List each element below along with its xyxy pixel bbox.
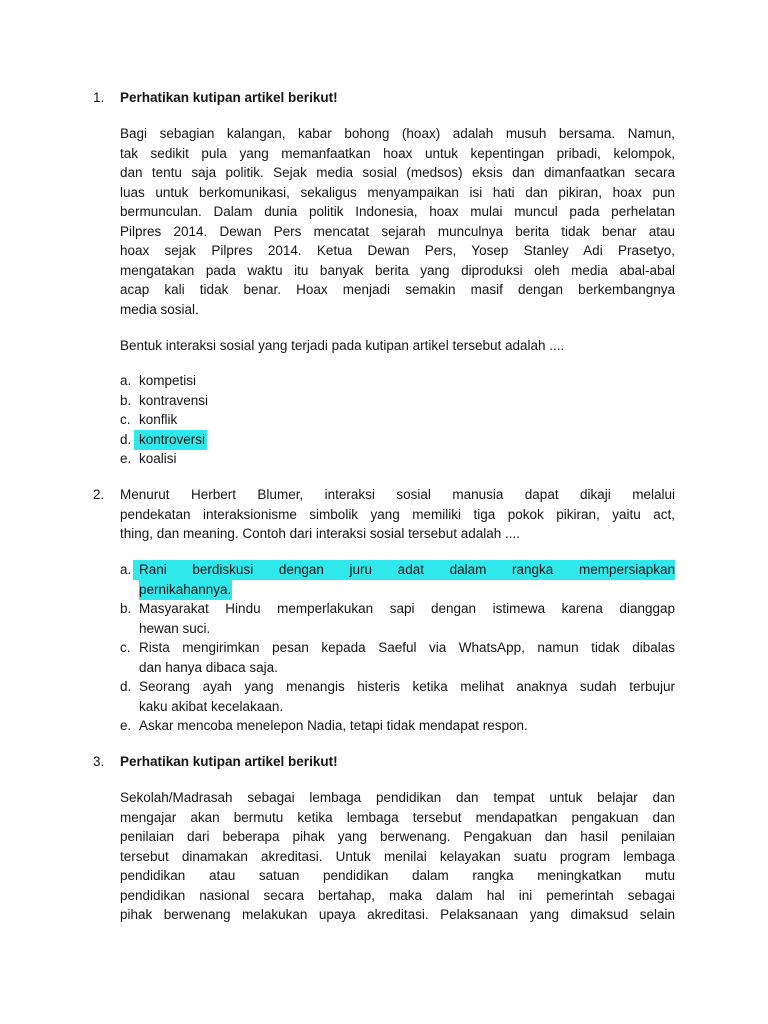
- question-prompt: Bentuk interaksi sosial yang terjadi pada kutipan artikel tersebut adalah ....: [120, 338, 565, 353]
- option-text-continued: kaku akibat kecelakaan.: [139, 698, 284, 714]
- option-letter: a.: [120, 373, 132, 388]
- question-stem-line: thing, dan meaning. Contoh dari interaksi sosial tersebut adalah ....: [120, 526, 520, 541]
- option-text-continued: hewan suci.: [139, 620, 211, 636]
- passage-line: luas untuk berkomunikasi, sekaligus menyampaikan isi hati dan pikiran, hoax pun: [120, 184, 675, 200]
- highlighted-answer-continued: pernikahannya.: [139, 580, 232, 600]
- passage-line: tak sedikit pula yang memanfaatkan hoax untuk kepentingan pribadi, kelompok,: [120, 145, 675, 161]
- highlighted-answer: Rani berdiskusi dengan juru adat dalam rangka mempersiapkan: [133, 560, 675, 580]
- passage-line: mengajar akan bermutu ketika lembaga tersebut mendapatkan pengakuan dan: [120, 809, 675, 825]
- option-letter: c.: [120, 412, 131, 427]
- passage-line: tersebut dinamakan akreditasi. Untuk menilai kelayakan suatu program lembaga: [120, 848, 675, 864]
- option-letter: d.: [120, 431, 132, 447]
- option-text-continued: [139, 580, 675, 600]
- passage-line: Sekolah/Madrasah sebagai lembaga pendidikan dan tempat untuk belajar dan: [120, 790, 675, 805]
- highlighted-answer: kontroversi: [134, 430, 207, 450]
- passage-line: media sosial.: [120, 301, 199, 317]
- question-heading: Perhatikan kutipan artikel berikut!: [120, 90, 338, 105]
- passage-line: pihak berwenang melakukan upaya akreditasi. Pelaksanaan yang dimaksud selain: [120, 907, 675, 922]
- option-letter: b.: [120, 392, 132, 408]
- option-d-highlighted: [139, 430, 675, 450]
- passage-line: dan tentu saja politik. Sejak media sosial (medsos) eksis dan dimanfaatkan secara: [120, 165, 675, 180]
- option-text: Askar mencoba menelepon Nadia, tetapi tidak mendapat respon.: [139, 718, 528, 733]
- question-heading: Perhatikan kutipan artikel berikut!: [120, 754, 338, 769]
- option-text: Masyarakat Hindu memperlakukan sapi dengan istimewa karena dianggap: [139, 601, 675, 616]
- option-text: Rista mengirimkan pesan kepada Saeful via WhatsApp, namun tidak dibalas: [139, 640, 675, 655]
- option-letter: e.: [120, 451, 132, 466]
- question-number: 1.: [93, 90, 105, 105]
- question-stem-line: Menurut Herbert Blumer, interaksi sosial manusia dapat dikaji melalui: [120, 487, 675, 502]
- passage-line: pendidikan nasional secara bertahap, maka dalam hal ini pemerintah sebagai: [120, 887, 675, 903]
- option-text: kontravensi: [139, 392, 209, 408]
- option-text: kompetisi: [139, 373, 197, 388]
- passage-line: pendidikan atau satuan pendidikan dalam rangka meningkatkan mutu: [120, 868, 675, 883]
- option-letter: b.: [120, 601, 132, 616]
- passage-line: penilaian dari beberapa pihak yang berwenang. Pengakuan dan hasil penilaian: [120, 829, 675, 844]
- question-number: 3.: [93, 754, 105, 769]
- option-text: koalisi: [139, 451, 177, 466]
- option-text-continued: dan hanya dibaca saja.: [139, 659, 278, 675]
- passage-line: Bagi sebagian kalangan, kabar bohong (hoax) adalah musuh bersama. Namun,: [120, 126, 675, 141]
- passage-line: hoax sejak Pilpres 2014. Ketua Dewan Pers, Yosep Stanley Adi Prasetyo,: [120, 243, 675, 258]
- passage-line: mengatakan pada waktu itu banyak berita yang diproduksi oleh media abal-abal: [120, 262, 675, 278]
- question-number: 2.: [93, 487, 105, 502]
- question-stem-line: pendekatan interaksionisme simbolik yang memiliki tiga pokok pikiran, yaitu act,: [120, 506, 675, 522]
- passage-line: acap kali tidak benar. Hoax menjadi semakin masif dengan berkembangnya: [120, 282, 675, 297]
- option-letter: d.: [120, 679, 132, 694]
- option-text: konflik: [139, 412, 178, 427]
- option-letter: e.: [120, 718, 132, 733]
- option-text: Seorang ayah yang menangis histeris ketika melihat anaknya sudah terbujur: [139, 679, 675, 694]
- passage-line: Pilpres 2014. Dewan Pers mencatat sejarah munculnya berita tidak benar atau: [120, 223, 675, 239]
- option-letter: a.: [120, 562, 132, 577]
- passage-line: bermunculan. Dalam dunia politik Indonesia, hoax mulai muncul pada perhelatan: [120, 204, 675, 219]
- option-letter: c.: [120, 640, 131, 655]
